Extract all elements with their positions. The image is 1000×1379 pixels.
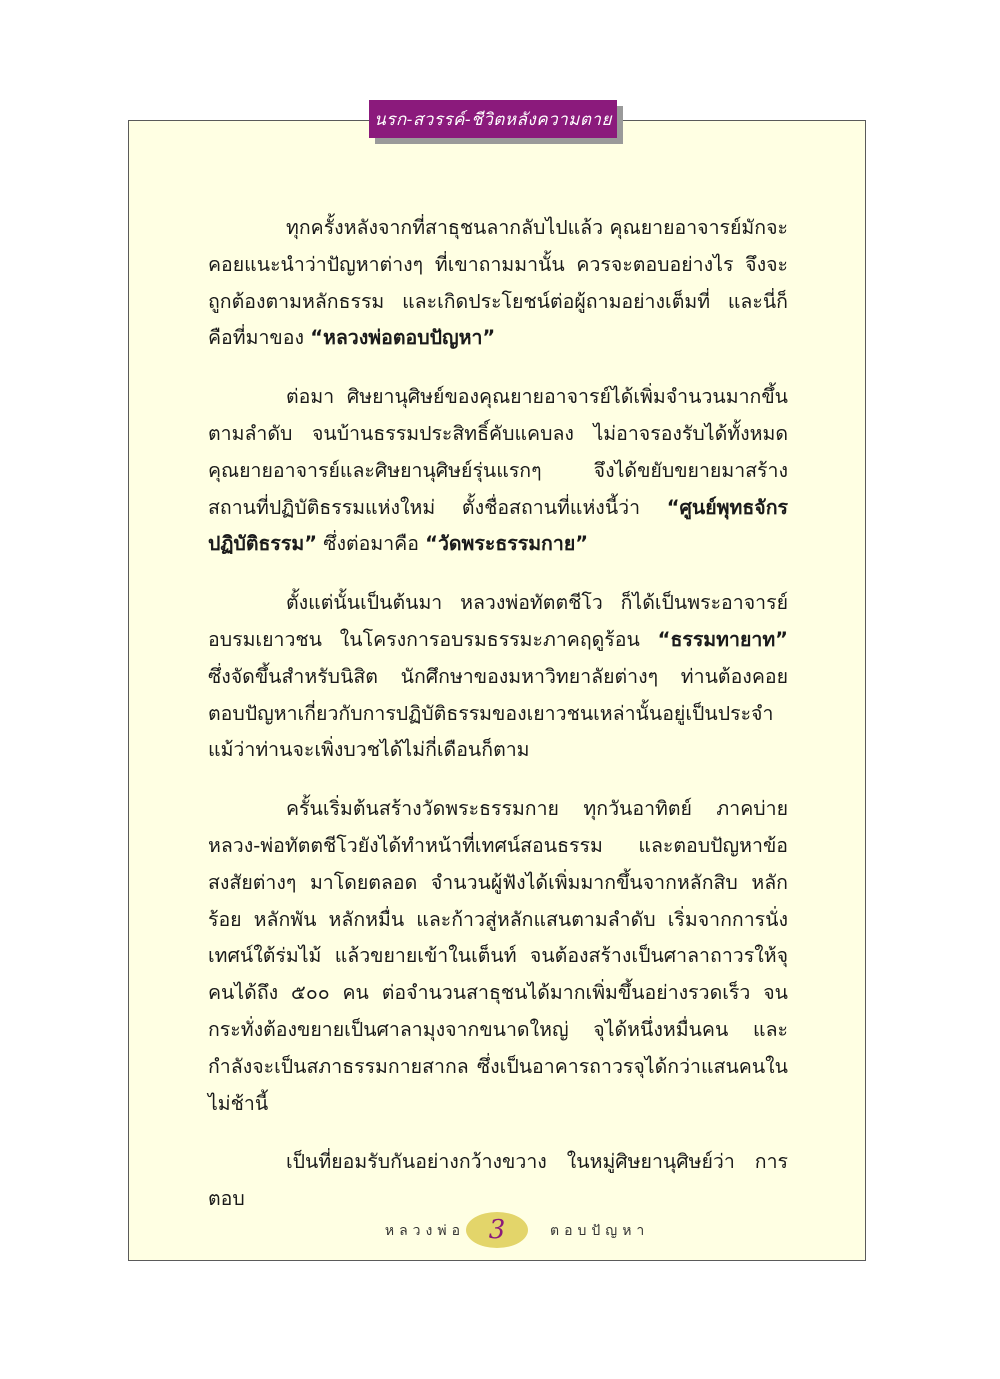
page-number-badge xyxy=(466,1212,528,1248)
text-run: เป็นที่ยอมรับกันอย่างกว้างขวาง ในหมู่ศิษยานุศิษย์ว่า การตอบ xyxy=(208,1150,788,1211)
paragraph-1 xyxy=(208,210,788,357)
paragraph-2 xyxy=(208,379,788,563)
text-run: ครั้นเริ่มต้นสร้างวัดพระธรรมกาย ทุกวันอาทิตย์ ภาคบ่าย หลวง-พ่อทัตตชีโวยังได้ทำหน้าที่เทศน์สอนธรรม และตอบปัญหาข้อสงสัยต่างๆ มาโดยตลอด จำนวนผู้ฟังได้เพิ่มมากขึ้นจากหลักสิบ หลักร้อย หลักพัน หลักหมื่น และก้าวสู่หลักแสนตามลำดับ เริ่มจากการนั่งเทศน์ใต้ร่มไม้ แล้วขยายเข้าในเต็นท์ จนต้องสร้างเป็นศาลาถาวรให้จุคนได้ถึง ๕๐๐ คน ต่อจำนวนสาธุชนได้มากเพิ่มขึ้นอย่างรวดเร็ว จนกระทั่งต้องขยายเป็นศาลามุงจากขนาดใหญ่ จุได้หนึ่งหมื่นคน และกำลังจะเป็นสภาธรรมกายสากล ซึ่งเป็นอาคารถาวรจุได้กว่าแสนคนในไม่ช้านี้ xyxy=(208,797,788,1115)
text-run: ซึ่งจัดขึ้นสำหรับนิสิต นักศึกษาของมหาวิทยาลัยต่างๆ ท่านต้องคอยตอบปัญหาเกี่ยวกับการปฏิบัติธรรมของเยาวชนเหล่านั้นอยู่เป็นประจำ แม้ว่าท่านจะเพิ่งบวชได้ไม่กี่เดือนก็ตาม xyxy=(208,664,788,762)
paragraph-3 xyxy=(208,585,788,769)
page-number: 3 xyxy=(488,1215,506,1245)
paragraph-5 xyxy=(208,1144,788,1218)
body-text xyxy=(208,210,788,1218)
emphasis-dhammadayada: “ธรรมทายาท” xyxy=(657,627,788,651)
page-footer xyxy=(300,1212,700,1252)
chapter-header xyxy=(369,100,617,138)
text-run: ซึ่งต่อมาคือ xyxy=(317,532,426,556)
chapter-title: นรก-สวรรค์-ชีวิตหลังความตาย xyxy=(374,109,612,130)
footer-left-text: หลวงพ่อ xyxy=(384,1223,465,1239)
paragraph-4 xyxy=(208,791,788,1122)
emphasis-center-name: “ศูนย์พุทธจักรปฏิบัติธรรม” xyxy=(208,495,788,556)
emphasis-luangpor-answers: “หลวงพ่อตอบปัญหา” xyxy=(310,326,496,350)
emphasis-temple-name: “วัดพระธรรมกาย” xyxy=(425,532,589,556)
footer-right-text: ตอบปัญหา xyxy=(550,1223,650,1239)
text-run: ตั้งแต่นั้นเป็นต้นมา หลวงพ่อทัตตชีโว ก็ได้เป็นพระอาจารย์อบรมเยาวชน ในโครงการอบรมธรรมะภาคฤดูร้อน xyxy=(208,591,788,651)
text-run: ต่อมา ศิษยานุศิษย์ของคุณยายอาจารย์ได้เพิ่มจำนวนมากขึ้นตามลำดับ จนบ้านธรรมประสิทธิ์คับแคบลง ไม่อาจรองรับได้ทั้งหมด คุณยายอาจารย์และศิษยานุศิษย์รุ่นแรกๆ จึงได้ขยับขยายมาสร้างสถานที่ปฏิบัติธรรมแห่งใหม่ ตั้งชื่อสถานที่แห่งนี้ว่า xyxy=(208,385,788,519)
text-run: ทุกครั้งหลังจากที่สาธุชนลากลับไปแล้ว คุณยายอาจารย์มักจะคอยแนะนำว่าปัญหาต่างๆ ที่เขาถามมานั้น ควรจะตอบอย่างไร จึงจะถูกต้องตามหลักธรรม และเกิดประโยชน์ต่อผู้ถามอย่างเต็มที่ และนี่ก็คือที่มาของ xyxy=(208,216,788,350)
